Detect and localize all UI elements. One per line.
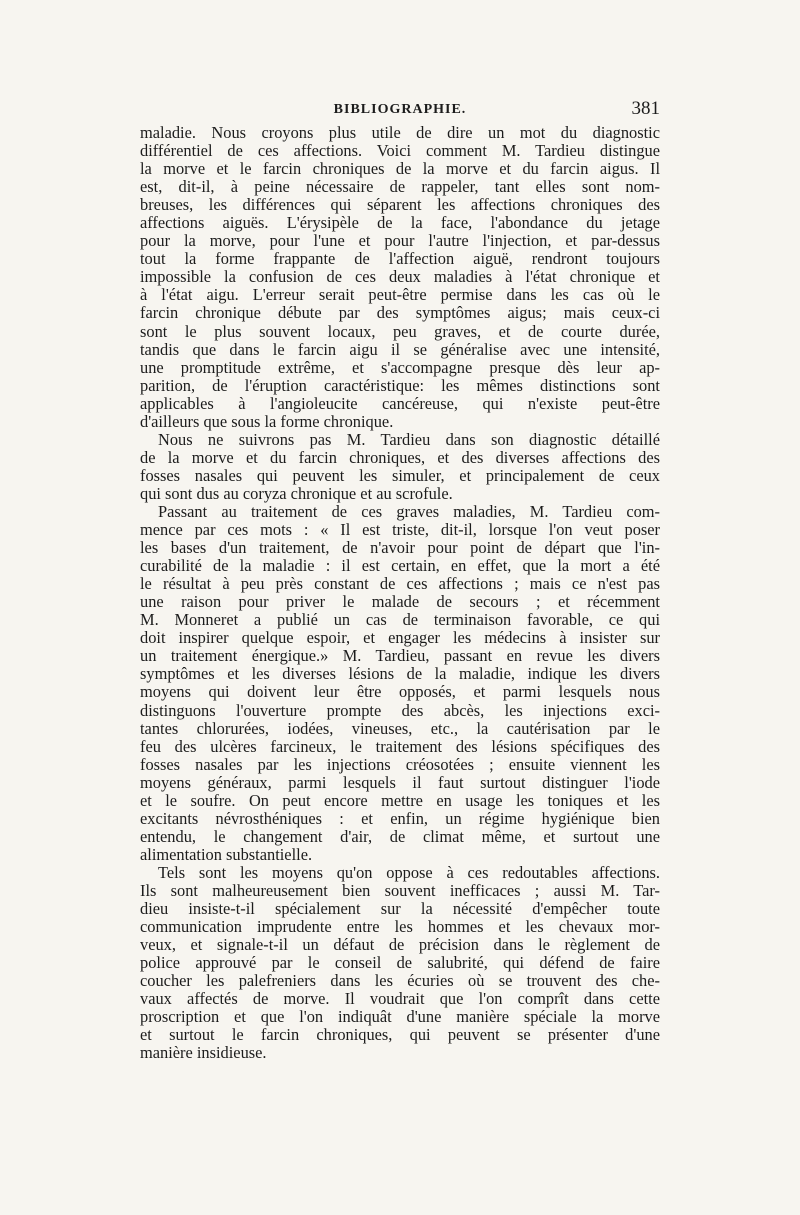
- text-line: un traitement énergique.» M. Tardieu, passant en revue les divers: [140, 647, 660, 666]
- text-line: à l'état aigu. L'erreur serait peut-être permise dans les cas où le: [140, 286, 660, 305]
- text-line: feu des ulcères farcineux, le traitement des lésions spécifiques des: [140, 737, 660, 756]
- text-line: entendu, le changement d'air, de climat même, et surtout une: [140, 827, 660, 846]
- text-line: excitants névrosthéniques : et enfin, un régime hygiénique bien: [140, 809, 660, 828]
- text-line: fosses nasales par les injections créosotées ; ensuite viennent les: [140, 755, 660, 774]
- text-line: la morve et le farcin chroniques de la morve et du farcin aigus. Il: [140, 160, 660, 179]
- page-number: 381: [631, 98, 660, 119]
- text-line: doit inspirer quelque espoir, et engager les médecins à insister sur: [140, 629, 660, 648]
- text-line: M. Monneret a publié un cas de terminaison favorable, ce qui: [140, 611, 660, 630]
- text-line: mence par ces mots : « Il est triste, dit-il, lorsque l'on veut poser: [140, 521, 660, 540]
- text-line: d'ailleurs que sous la forme chronique.: [140, 412, 394, 431]
- text-line: vaux affectés de morve. Il voudrait que l'on comprît dans cette: [140, 990, 660, 1009]
- text-line: proscription et que l'on indiquât d'une manière spéciale la morve: [140, 1008, 660, 1027]
- text-line: tandis que dans le farcin aigu il se généralise avec une intensité,: [140, 340, 660, 359]
- text-line: curabilité de la maladie : il est certain, en effet, que la mort a été: [140, 557, 660, 576]
- body-text: [140, 124, 660, 1062]
- text-line: fosses nasales qui peuvent les simuler, et principalement de ceux: [140, 466, 660, 485]
- text-line: manière insidieuse.: [140, 1044, 267, 1063]
- text-line: moyens généraux, parmi lesquels il faut surtout distinguer l'iode: [140, 773, 660, 792]
- text-line: veux, et signale-t-il un défaut de précision dans le règlement de: [140, 936, 660, 955]
- text-line: applicables à l'angioleucite cancéreuse, qui n'existe peut-être: [140, 394, 660, 413]
- text-line: est, dit-il, à peine nécessaire de rappeler, tant elles sont nom-: [140, 178, 660, 197]
- running-title: BIBLIOGRAPHIE.: [333, 102, 467, 117]
- text-line: sont le plus souvent locaux, peu graves, et de courte durée,: [140, 322, 660, 341]
- text-line: les bases d'un traitement, de n'avoir pour point de départ que l'in-: [140, 539, 660, 558]
- text-line: tantes chlorurées, iodées, vineuses, etc., la cautérisation par le: [140, 719, 660, 738]
- text-line: maladie. Nous croyons plus utile de dire un mot du diagnostic: [140, 124, 660, 142]
- text-line: et surtout le farcin chroniques, qui peuvent se présenter d'une: [140, 1026, 660, 1045]
- text-line: pour la morve, pour l'une et pour l'autre l'injection, et par-dessus: [140, 232, 660, 251]
- text-line: symptômes et les diverses lésions de la maladie, indique les divers: [140, 665, 660, 684]
- text-line: Passant au traitement de ces graves maladies, M. Tardieu com-: [158, 502, 660, 521]
- text-line: impossible la confusion de ces deux maladies à l'état chronique et: [140, 268, 660, 287]
- text-line: police approuvé par le conseil de salubrité, qui défend de faire: [140, 954, 660, 973]
- text-line: et le soufre. On peut encore mettre en usage les toniques et les: [140, 791, 660, 810]
- text-line: parition, de l'éruption caractéristique: les mêmes distinctions sont: [140, 376, 660, 395]
- text-line: une raison pour priver le malade de secours ; et récemment: [140, 593, 660, 612]
- text-line: communication imprudente entre les hommes et les chevaux mor-: [140, 918, 660, 937]
- text-line: coucher les palefreniers dans les écuries où se trouvent des che-: [140, 972, 660, 991]
- text-line: Tels sont les moyens qu'on oppose à ces redoutables affections.: [158, 863, 660, 882]
- text-line: différentiel de ces affections. Voici comment M. Tardieu distingue: [140, 142, 660, 161]
- text-line: dieu insiste-t-il spécialement sur la nécessité d'empêcher toute: [140, 900, 660, 919]
- text-line: le résultat à peu près constant de ces affections ; mais ce n'est pas: [140, 575, 660, 594]
- text-line: une promptitude extrême, et s'accompagne presque dès leur ap-: [140, 358, 660, 377]
- text-line: farcin chronique débute par des symptômes aigus; mais ceux-ci: [140, 304, 660, 323]
- text-line: de la morve et du farcin chroniques, et des diverses affections des: [140, 448, 660, 467]
- text-line: breuses, les différences qui séparent les affections chroniques des: [140, 196, 660, 215]
- text-line: Ils sont malheureusement bien souvent inefficaces ; aussi M. Tar-: [140, 881, 660, 900]
- text-line: moyens qui doivent leur être opposés, et parmi lesquels nous: [140, 683, 660, 702]
- text-line: distinguons l'ouverture prompte des abcès, les injections exci-: [140, 701, 660, 720]
- text-line: Nous ne suivrons pas M. Tardieu dans son diagnostic détaillé: [158, 430, 660, 449]
- text-line: alimentation substantielle.: [140, 845, 313, 864]
- text-line: qui sont dus au coryza chronique et au scrofule.: [140, 484, 453, 503]
- running-head: [140, 98, 660, 122]
- text-line: affections aiguës. L'érysipèle de la face, l'abondance du jetage: [140, 214, 660, 233]
- text-line: tout la forme frappante de l'affection aiguë, rendront toujours: [140, 250, 660, 269]
